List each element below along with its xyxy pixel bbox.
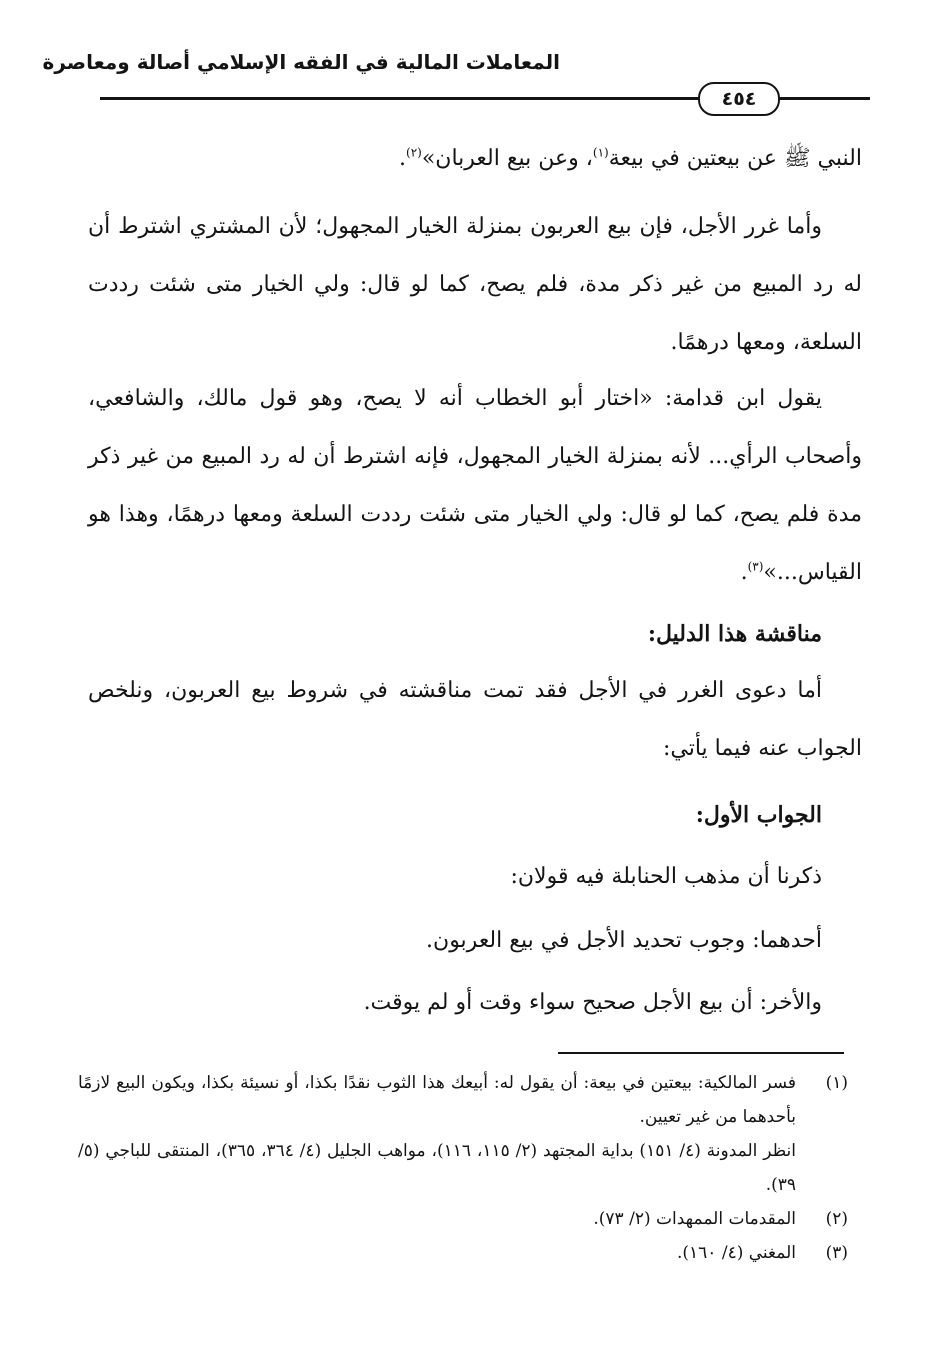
footnote-text: المقدمات الممهدات (٢/ ٧٣). bbox=[593, 1209, 796, 1229]
footnote-text: المغني (٤/ ١٦٠). bbox=[676, 1243, 796, 1263]
footnote-2 bbox=[78, 1202, 848, 1236]
paragraph-second-opinion: والأخر: أن بيع الأجل صحيح سواء وقت أو لم يوقت. bbox=[363, 990, 822, 1015]
footnote-3 bbox=[78, 1236, 848, 1270]
paragraph-1 bbox=[88, 130, 862, 188]
footnotes bbox=[78, 1066, 848, 1270]
paragraph-3-text: يقول ابن قدامة: «اختار أبو الخطاب أنه لا يصح، وهو قول مالك، والشافعي، وأصحاب الرأي... لأنه بمنزلة الخيار المجهول، فإنه اشترط أن له رد المبيع من غير ذكر مدة فلم يصح، كما لو قال: ولي الخيار متى شئت رددت السلعة ومعها درهمًا، وهذا هو القياس...» bbox=[88, 386, 862, 585]
paragraph-1-text: النبي ﷺ عن بيعتين في بيعة bbox=[608, 146, 862, 171]
footnote-separator bbox=[558, 1052, 844, 1054]
footnote-1-references bbox=[78, 1134, 848, 1202]
paragraph-two-opinions: ذكرنا أن مذهب الحنابلة فيه قولان: bbox=[510, 864, 822, 889]
footnote-text: فسر المالكية: بيعتين في بيعة: أن يقول له: أبيعك هذا الثوب نقدًا بكذا، أو نسيئة بكذا، ويكون البيع لازمًا بأحدهما من غير تعيين. bbox=[78, 1073, 796, 1127]
footnote-ref-3: (٣) bbox=[747, 559, 764, 574]
paragraph-discussion: أما دعوى الغرر في الأجل فقد تمت مناقشته في شروط بيع العربون، ونلخص الجواب عنه فيما يأتي: bbox=[88, 678, 862, 761]
footnote-1 bbox=[78, 1066, 848, 1134]
page-number: ٤٥٤ bbox=[698, 82, 780, 116]
paragraph-3-end: . bbox=[740, 560, 748, 585]
paragraph-3 bbox=[88, 370, 862, 602]
paragraph-1-end: . bbox=[399, 146, 406, 171]
paragraph-first-opinion: أحدهما: وجوب تحديد الأجل في بيع العربون. bbox=[426, 928, 822, 953]
section-heading-discussion: مناقشة هذا الدليل: bbox=[647, 621, 822, 647]
footnote-ref-1: (١) bbox=[592, 145, 609, 160]
footnote-ref-2: (٢) bbox=[406, 145, 422, 160]
footnote-number: (٢) bbox=[825, 1209, 848, 1229]
paragraph-2: وأما غرر الأجل، فإن بيع العربون بمنزلة الخيار المجهول؛ لأن المشتري اشترط أن له رد المبيع من غير ذكر مدة، فلم يصح، كما لو قال: ولي الخيار متى شئت رددت السلعة، ومعها درهمًا. bbox=[88, 214, 862, 355]
section-heading-first-answer: الجواب الأول: bbox=[695, 802, 822, 828]
running-header-title: المعاملات المالية في الفقه الإسلامي أصالة ومعاصرة bbox=[42, 50, 560, 74]
paragraph-1-text-2: ، وعن بيع العربان» bbox=[421, 146, 593, 171]
footnote-number: (٣) bbox=[825, 1243, 848, 1263]
footnote-text: انظر المدونة (٤/ ١٥١) بداية المجتهد (٢/ ١١٥، ١١٦)، مواهب الجليل (٤/ ٣٦٤، ٣٦٥)، المنتقى للباجي (٥/ ٣٩). bbox=[78, 1141, 797, 1195]
footnote-number: (١) bbox=[825, 1073, 848, 1093]
